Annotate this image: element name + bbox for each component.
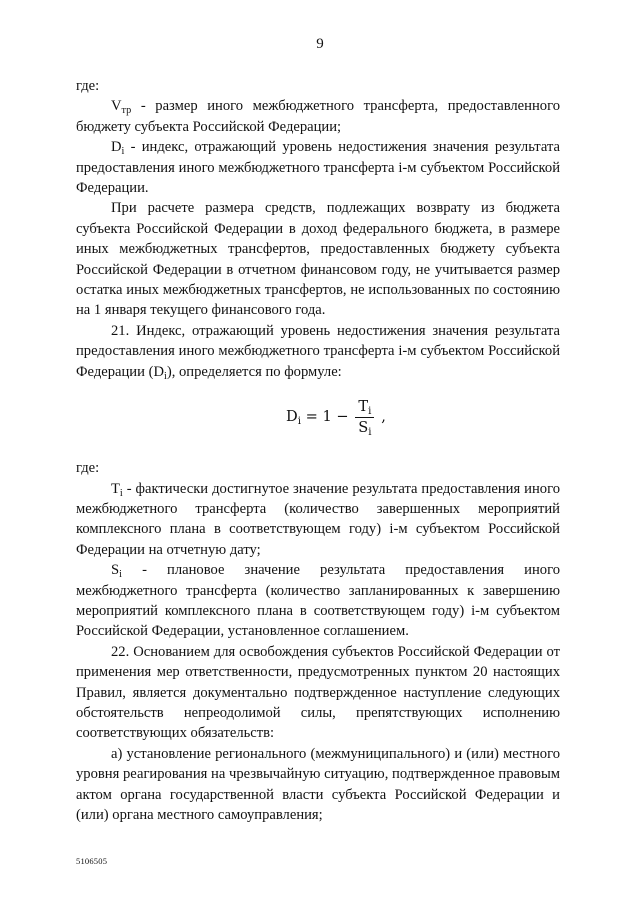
document-body [76,76,560,825]
formula-equals: = 1 − [300,408,354,426]
formula-tail: , [376,408,386,426]
symbol-s: S [111,562,120,579]
formula-denominator-symbol: S [358,419,369,437]
paragraph-21-text: 21. Индекс, отражающий уровень недостижения значения результата предоставления иного межбюджетного трансферта i-м субъектом Российской Федерации ( [76,322,560,380]
definition-v-text: - размер иного межбюджетного трансферта, предоставленного бюджету субъекта Российской Федерации; [76,98,560,135]
formula-lhs [286,407,301,427]
symbol-v-sub: тр [121,105,132,117]
definition-v [76,96,560,137]
definition-t [76,479,560,561]
symbol-d-sub: i [121,146,125,158]
where-label-1: где: [76,78,100,94]
symbol-t: T [111,480,120,497]
definition-d-text: - индекс, отражающий уровень недостижения значения результата предоставления иного межбюджетного трансферта i-м субъектом Российской Федерации. [76,139,560,197]
paragraph-21-d: D [153,363,164,380]
formula-numerator-symbol: T [358,398,369,416]
paragraph-22a: а) установление регионального (межмуниципального) и (или) местного уровня реагирования на чрезвычайную ситуацию, подтвержденное правовым актом органа государственной власти субъекта Российской Федерации и (или) органа местного самоуправления; [76,745,560,823]
formula-fraction [355,398,374,437]
definition-s [76,560,560,642]
symbol-t-sub: i [119,487,123,499]
definition-t-text: - фактически достигнутое значение результата предоставления иного межбюджетного трансферта (количество завершенных мероприятий комплексного плана в соответствующем году) i-м субъектом Российской Федерации на отчетную дату; [76,480,560,558]
definition-d [76,137,560,198]
where-label-2: где: [76,460,100,477]
formula-lhs-sub: i [297,416,301,428]
paragraph-calculation: При расчете размера средств, подлежащих возврату из бюджета субъекта Российской Федерации в доход федерального бюджета, в размере иных межбюджетных трансфертов, предоставленных бюджету субъекта Российской Федерации в отчетном финансовом году, не учитывается размер остатка иных межбюджетных трансфертов, не использованных по состоянию на 1 января текущего финансового года. [76,200,560,319]
footer-document-code: 5106505 [76,856,108,866]
formula-numerator [355,398,374,418]
symbol-v: V [111,98,122,115]
page-number: 9 [316,36,324,52]
symbol-d: D [111,139,122,156]
formula-denominator [355,418,374,437]
symbol-s-sub: i [119,569,122,581]
definition-s-text: - плановое значение результата предоставления иного межбюджетного трансферта (количество запланированных к завершению мероприятий комплексного плана в соответствующем году) i-м субъектом Российской Федерации, установленное соглашением. [76,562,560,640]
formula-denominator-sub: i [368,427,372,439]
formula-lhs-symbol: D [286,408,298,426]
paragraph-21 [76,321,560,382]
formula [286,398,386,437]
paragraph-22: 22. Основанием для освобождения субъектов Российской Федерации от применения мер ответственности, предусмотренных пунктом 20 настоящих Правил, является документально подтвержденное наступление следующих обстоятельств непреодолимой силы, препятствующих исполнению соответствующих обязательств: [76,643,560,742]
paragraph-21-d-sub: i [163,370,167,382]
formula-block [76,382,560,458]
formula-numerator-sub: i [368,406,372,418]
paragraph-21-end: ), определяется по формуле: [166,363,342,380]
